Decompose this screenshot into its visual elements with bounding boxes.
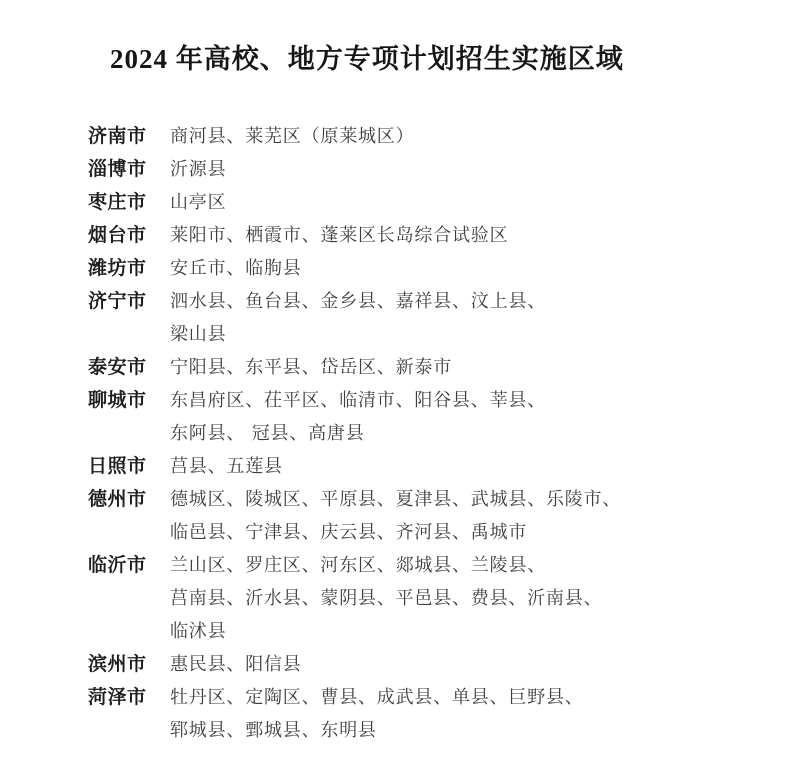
area-line: 莱阳市、栖霞市、蓬莱区长岛综合试验区: [170, 225, 509, 246]
region-row-zaozhuang: [88, 186, 787, 219]
city-name: 淄博市: [88, 158, 147, 180]
region-list: [88, 120, 787, 747]
city-name: 德州市: [88, 488, 147, 510]
city-name: 滨州市: [88, 653, 147, 675]
area-lines: [170, 120, 787, 153]
city-name: 菏泽市: [88, 686, 147, 708]
area-line: 惠民县、阳信县: [170, 654, 302, 675]
area-lines: [170, 153, 787, 186]
area-line: 莒南县、沂水县、蒙阴县、平邑县、费县、沂南县、: [170, 588, 603, 609]
area-line: 泗水县、鱼台县、金乡县、嘉祥县、汶上县、: [170, 291, 546, 312]
area-lines: [170, 186, 787, 219]
area-line: 梁山县: [170, 324, 227, 345]
city-name: 济南市: [88, 125, 147, 147]
area-line: 郓城县、鄄城县、东明县: [170, 720, 377, 741]
area-line: 沂源县: [170, 159, 227, 180]
region-row-binzhou: [88, 648, 787, 681]
area-lines: [170, 648, 787, 681]
city-name: 临沂市: [88, 554, 147, 576]
city-name: 烟台市: [88, 224, 147, 246]
area-lines: [170, 483, 787, 549]
area-lines: [170, 285, 787, 351]
area-lines: [170, 681, 787, 747]
area-line: 临沭县: [170, 621, 227, 642]
area-lines: [170, 252, 787, 285]
area-lines: [170, 549, 787, 648]
region-row-liaocheng: [88, 384, 787, 450]
city-name: 聊城市: [88, 389, 147, 411]
city-name: 泰安市: [88, 356, 147, 378]
city-name: 枣庄市: [88, 191, 147, 213]
region-row-zibo: [88, 153, 787, 186]
region-row-taian: [88, 351, 787, 384]
region-row-jining: [88, 285, 787, 351]
region-row-rizhao: [88, 450, 787, 483]
area-line: 东阿县、 冠县、高唐县: [170, 423, 365, 444]
area-line: 东昌府区、茌平区、临清市、阳谷县、莘县、: [170, 390, 546, 411]
region-row-yantai: [88, 219, 787, 252]
area-lines: [170, 219, 787, 252]
area-line: 临邑县、宁津县、庆云县、齐河县、禹城市: [170, 522, 528, 543]
area-line: 安丘市、临朐县: [170, 258, 302, 279]
area-line: 山亭区: [170, 192, 227, 213]
city-name: 济宁市: [88, 290, 147, 312]
area-lines: [170, 450, 787, 483]
area-line: 德城区、陵城区、平原县、夏津县、武城县、乐陵市、: [170, 489, 622, 510]
region-row-jinan: [88, 120, 787, 153]
area-line: 宁阳县、东平县、岱岳区、新泰市: [170, 357, 452, 378]
area-line: 牡丹区、定陶区、曹县、成武县、单县、巨野县、: [170, 687, 584, 708]
area-line: 莒县、五莲县: [170, 456, 283, 477]
region-row-dezhou: [88, 483, 787, 549]
area-line: 商河县、莱芜区（原莱城区）: [170, 126, 415, 147]
page-title: 2024 年高校、地方专项计划招生实施区域: [110, 44, 624, 74]
region-row-weifang: [88, 252, 787, 285]
area-lines: [170, 384, 787, 450]
area-lines: [170, 351, 787, 384]
region-row-linyi: [88, 549, 787, 648]
city-name: 日照市: [88, 455, 147, 477]
region-row-heze: [88, 681, 787, 747]
area-line: 兰山区、罗庄区、河东区、郯城县、兰陵县、: [170, 555, 546, 576]
city-name: 潍坊市: [88, 257, 147, 279]
